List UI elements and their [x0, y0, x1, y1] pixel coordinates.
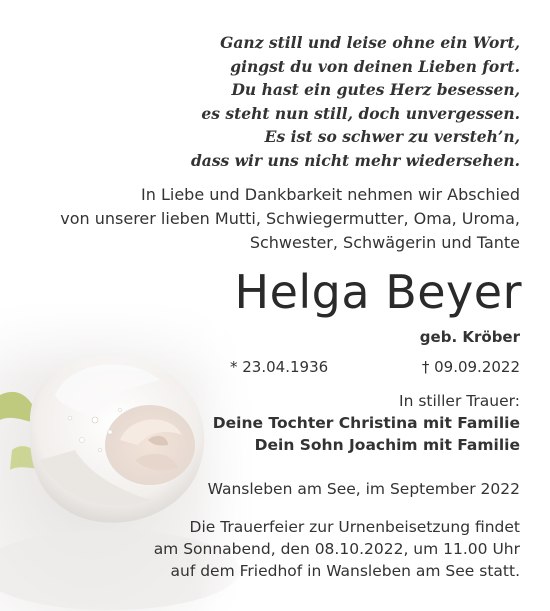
farewell-line: von unserer lieben Mutti, Schwiegermutter, Oma, Uroma, — [60, 209, 520, 228]
poem-line: Es ist so schwer zu versteh’n, — [264, 127, 520, 146]
mourners — [213, 390, 520, 456]
farewell-text — [20, 183, 520, 255]
farewell-line: In Liebe und Dankbarkeit nehmen wir Abschied — [141, 185, 520, 204]
mourner-line: Deine Tochter Christina mit Familie — [212, 414, 520, 432]
poem-line: Du hast ein gutes Herz besessen, — [231, 80, 520, 99]
mourner-line: Dein Sohn Joachim mit Familie — [254, 436, 520, 454]
poem — [100, 31, 520, 172]
funeral-line: Die Trauerfeier zur Urnenbeisetzung findet — [189, 518, 520, 536]
death-date: † 09.09.2022 — [421, 358, 520, 376]
funeral-line: auf dem Friedhof in Wansleben am See statt. — [170, 562, 520, 580]
funeral-line: am Sonnabend, den 08.10.2022, um 11.00 Uhr — [153, 540, 520, 558]
poem-line: Ganz still und leise ohne ein Wort, — [220, 33, 520, 52]
mourners-heading: In stiller Trauer: — [399, 392, 520, 410]
farewell-line: Schwester, Schwägerin und Tante — [249, 233, 520, 252]
place-and-date: Wansleben am See, im September 2022 — [207, 480, 520, 498]
funeral-info — [154, 516, 520, 582]
deceased-name: Helga Beyer — [234, 265, 522, 319]
poem-line: gingst du von deinen Lieben fort. — [230, 56, 520, 76]
poem-line: dass wir uns nicht mehr wiedersehen. — [190, 150, 520, 170]
birth-date: * 23.04.1936 — [230, 358, 329, 376]
poem-line: es steht nun still, doch unvergessen. — [201, 103, 520, 123]
birth-name: geb. Kröber — [419, 328, 520, 346]
life-dates — [230, 356, 520, 378]
